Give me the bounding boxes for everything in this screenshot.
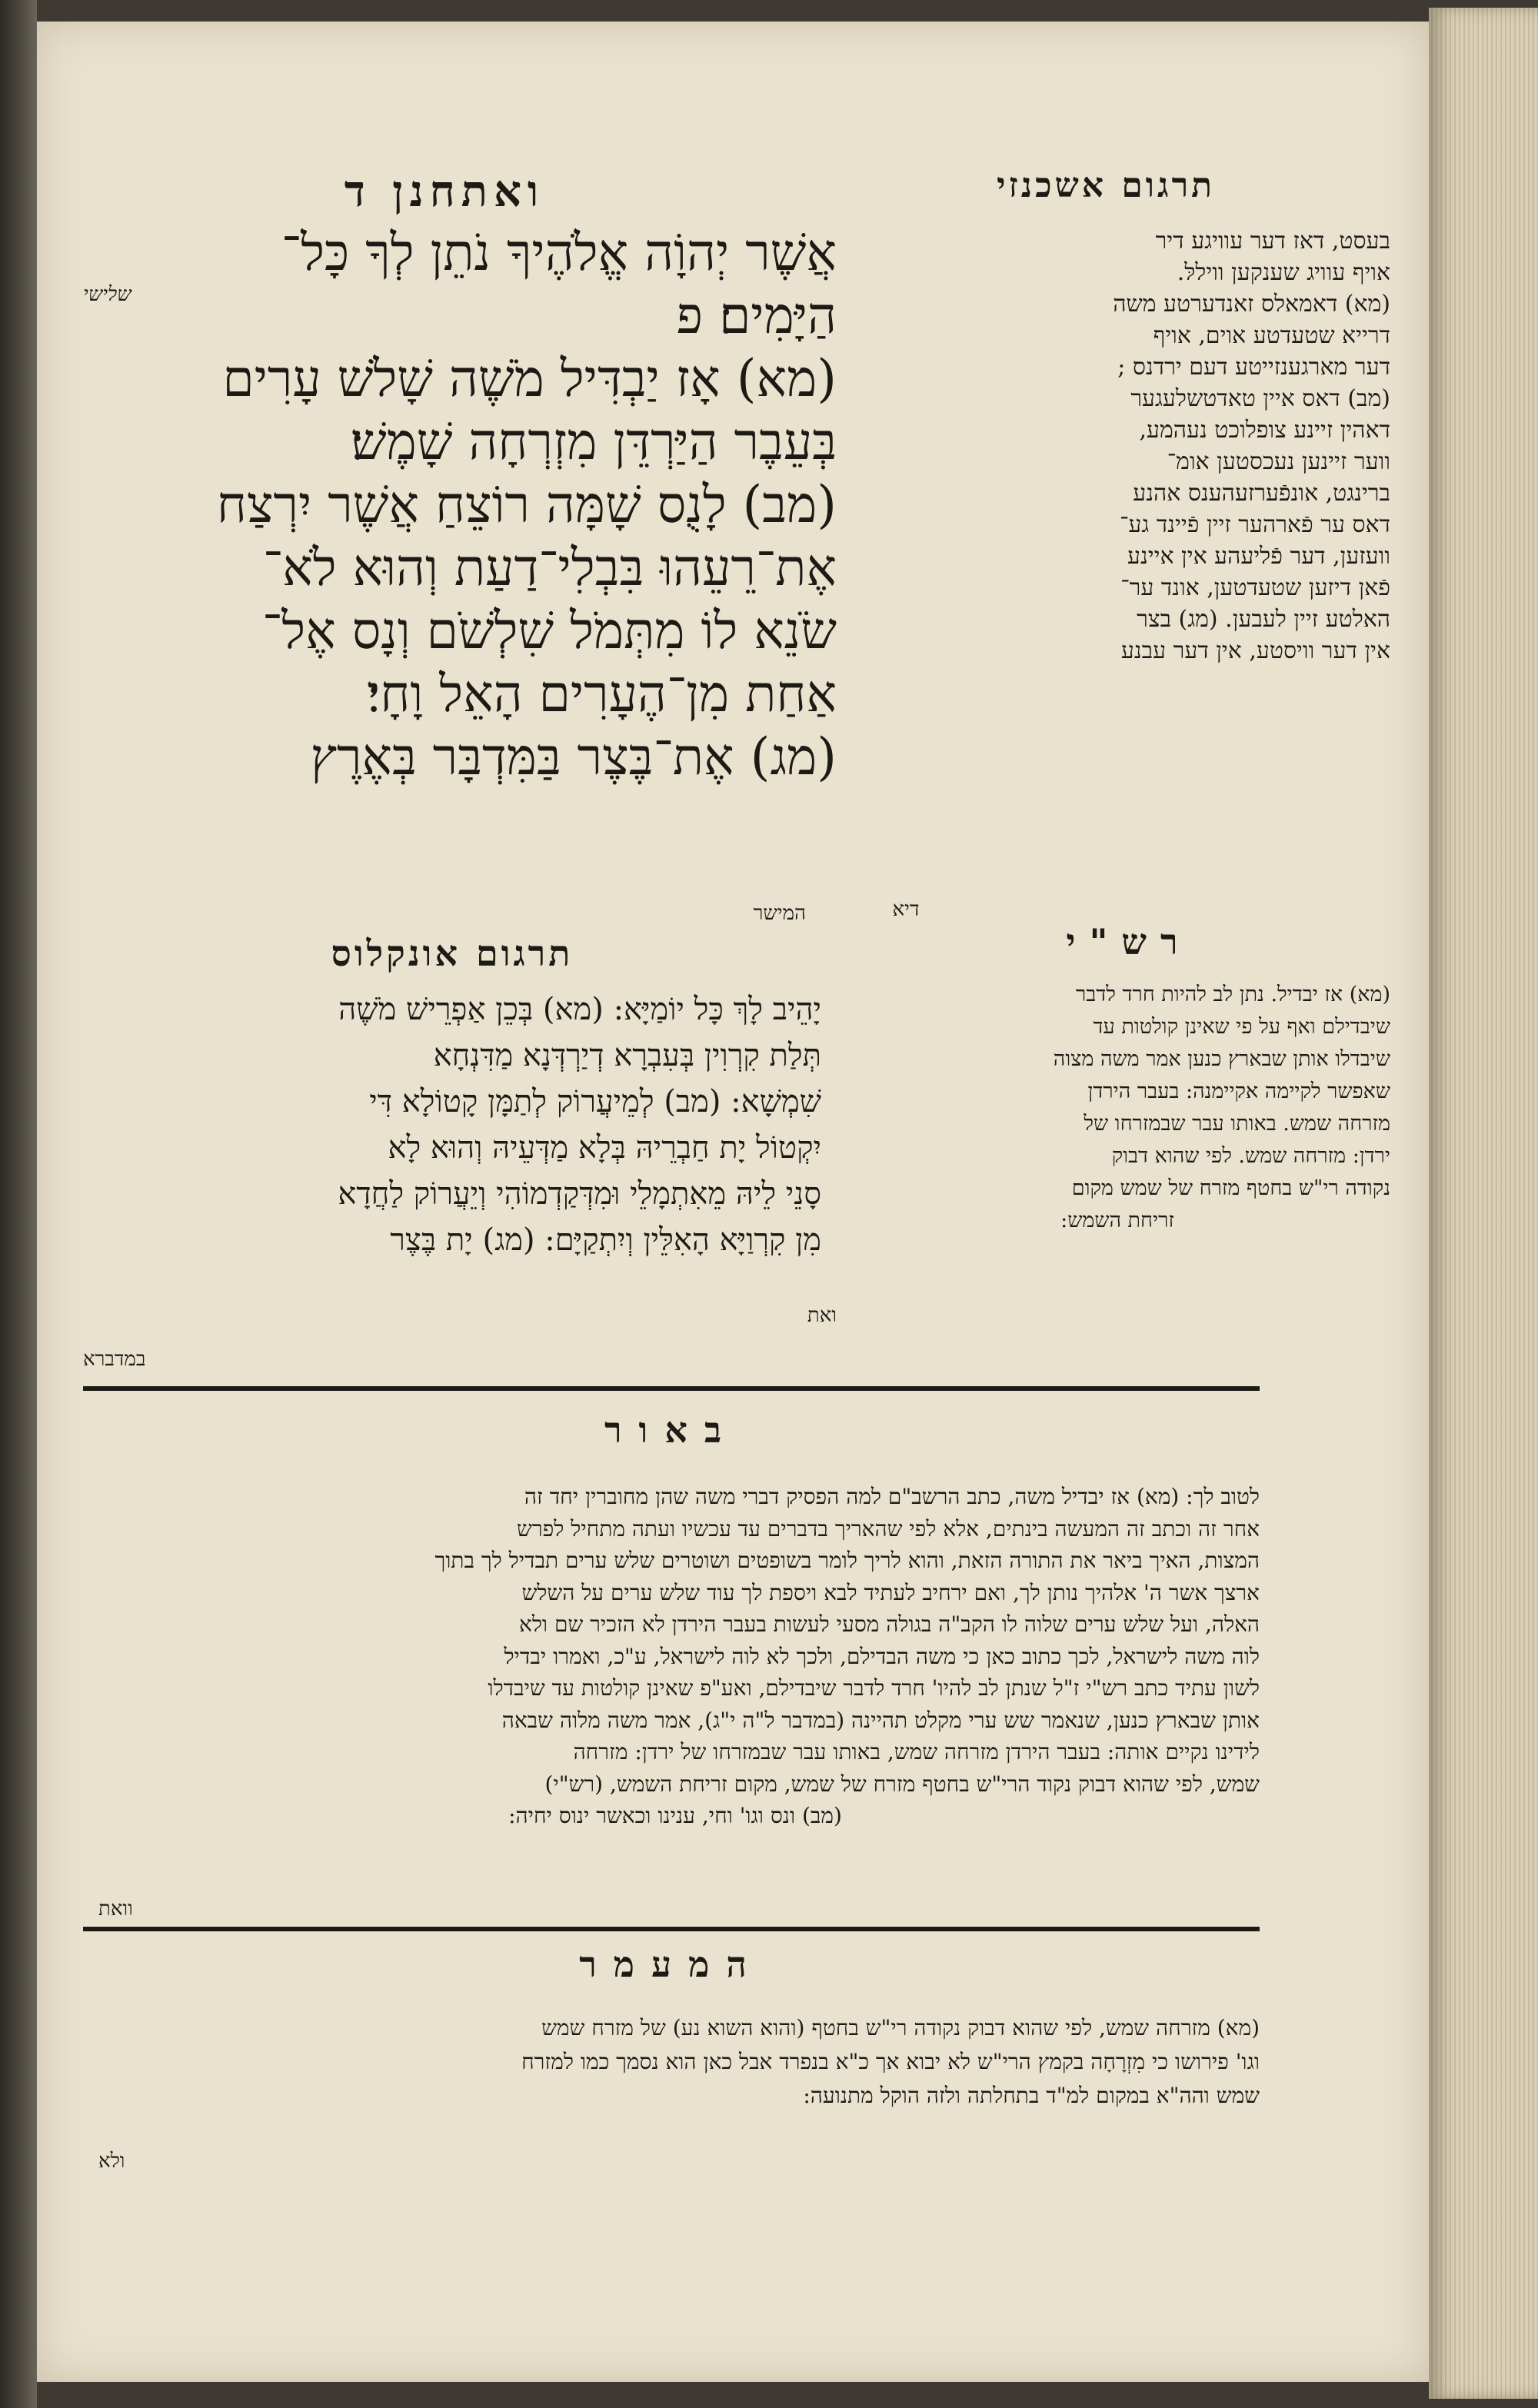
biur-line: לידינו נקיים אותה: בעבר הירדן מזרחה שמש, באותו עבר שבמזרחו של ירדן: מזרחה <box>573 1739 1260 1764</box>
onkelos-line: יָהֵיב לָךְ כָּל יוֹמַיָּא: (מא) בְּכֵן אַפְרֵישׁ מֹשֶׁה <box>338 992 821 1027</box>
torah-line: (מג) אֶת־בֶּצֶר בַּמִּדְבָּר בְּאֶרֶץ <box>310 727 837 787</box>
ashkenazi-line: פֿאן דיזען שטעדטען, אונד ער־ <box>1120 574 1390 601</box>
onkelos-catchword: במדברא <box>83 1348 146 1371</box>
onkelos-text <box>83 986 821 1263</box>
torah-line: הַיָּמִים׃ פ <box>676 286 837 345</box>
hameamer-header: המעמר <box>579 1944 764 1985</box>
book-binding <box>0 0 37 2408</box>
onkelos-line: סָנֵי לֵיהּ מֵאִתְמָלֵי וּמִדְּקַדְמוֹהִי וְיֵעֲרוֹק לַחֲדָא <box>338 1176 821 1212</box>
rashi-line: מזרחה שמש. באותו עבר שבמזרחו של <box>1084 1112 1390 1136</box>
ashkenazi-line: (מב) דאס איין טאדטשלעגער <box>1130 385 1390 412</box>
biur-line: לטוב לך: (מא) אז יבדיל משה, כתב הרשב"ם למה הפסיק דברי משה שהן מחוברין יחד זה <box>524 1484 1260 1509</box>
biur-line: אותן שבארץ כנען, שנאמר שש ערי מקלט תהיינה (במדבר ל"ה י"ג), אמר משה מלוה שבאה <box>501 1707 1260 1733</box>
biur-line: ארצך אשר ה' אלהיך נותן לך, ואם ירחיב לעתיד לבא ויספת לך עוד שלש ערים על השלש <box>521 1579 1260 1605</box>
torah-line: שֹׂנֵא לוֹ מִתְּמֹל שִׁלְשֹׁם וְנָס אֶל־ <box>262 601 837 660</box>
ashkenazi-text <box>852 225 1390 667</box>
ashkenazi-line: בעסט, דאז דער עוויגע דיר <box>1155 228 1390 254</box>
onkelos-line: שִׁמְשָׁא: (מב) לְמֵיעֲרוֹק לְתַמָּן קָטוֹלָא דִּי <box>369 1084 821 1119</box>
targum-ashkenazi-header: תרגום אשכנזי <box>996 166 1216 205</box>
section-divider <box>83 1927 1260 1931</box>
biur-line: לשון עתיד כתב רש"י ז"ל שנתן לב להיו' חרד לדבר שיבדילם, ואע"פ שאינן קולטות עד שיבדלו <box>488 1675 1260 1701</box>
rashi-catchword: ואת <box>807 1304 837 1327</box>
ashkenazi-line: אין דער וויסטע, אין דער עבנע <box>1120 637 1390 664</box>
parsha-header: ואתחנן ד <box>344 166 545 217</box>
biur-line: האלה, ועל שלש ערים שלוה לו הקב"ה בגולה מסעי לעשות בעבר הירדן לא הזכיר שם ולא <box>519 1611 1260 1637</box>
onkelos-header: תרגום אונקלוס <box>331 933 574 974</box>
rashi-line: שאפשר לקיימה אקיימנה: בעבר הירדן <box>1087 1079 1390 1103</box>
biur-line: אחר זה וכתב זה המעשה בינתים, אלא לפי שהאריך בדברים עד עכשיו ועתה מתחיל לפרש <box>517 1515 1260 1542</box>
rashi-header: רש"י <box>1066 921 1192 963</box>
biur-line: לוה משה לישראל, לכך כתוב כאן כי משה הבדילם, ולכך לא לוה לישראל, ע"כ, ואמרו יבדיל <box>504 1643 1260 1669</box>
torah-line: אַחַת מִן־הֶעָרִים הָאֵל וָחָי׃ <box>367 664 837 723</box>
ashkenazi-line: ווער זיינען נעכסטען אומ־ <box>1167 448 1390 475</box>
torah-line: אֶת־רֵעֵהוּ בִּבְלִי־דַעַת וְהוּא לֹא־ <box>262 538 837 597</box>
hameamer-line: וגו' פירושו כי מִזְרָחָה בקמץ הרי"ש לא יבוא אך כ"א בנפרד אבל כאן הוא נסמך כמו למזרח <box>521 2049 1260 2074</box>
ashkenazi-line: דאס ער פֿארהער זיין פֿיינד גע־ <box>1119 511 1390 538</box>
ashkenazi-line: האלטע זיין לעבען. (מג) בצר <box>1137 606 1390 633</box>
book-page <box>37 22 1429 2382</box>
biur-header: באור <box>604 1409 739 1451</box>
biur-line: (מב) ונס וגו' וחי, ענינו וכאשר ינוס יחיה: <box>508 1803 842 1828</box>
ashkenazi-line: דרייא שטעדטע אוים, אויף <box>1153 322 1390 349</box>
rashi-line: ירדן: מזרחה שמש. לפי שהוא דבוק <box>1111 1144 1390 1168</box>
biur-line: המצות, האיך ביאר את התורה הזאת, והוא לריך לומר בשופטים ושוטרים שלש ערים תבדיל לך בתוך <box>434 1548 1260 1573</box>
biur-catchword: וואת <box>98 1897 133 1921</box>
torah-line: אֲשֶׁר יְהוָֹה אֱלֹהֶיךָ נֹתֵן לְךָ כָּל־ <box>281 223 837 282</box>
rashi-line: שיבדלו אותן שבארץ כנען אמר משה מצוה <box>1053 1047 1390 1071</box>
ashkenazi-line: ברינגט, אונפֿערזעהענס אהנע <box>1133 480 1390 507</box>
section-divider <box>83 1386 1260 1391</box>
ashkenazi-line: דער מארגענזייטע דעם ירדנס ; <box>1117 354 1390 381</box>
rashi-line: (מא) אז יבדיל. נתן לב להיות חרד לדבר <box>1076 983 1390 1006</box>
ashkenazi-catchword: דיא <box>892 898 920 921</box>
onkelos-line: מִן קִרְוַיָּא הָאִלֵּין וְיִתְקַיָּם: (מג) יָת בֶּצֶר <box>390 1222 821 1258</box>
onkelos-line: יִקְטוֹל יָת חַבְרֵיהּ בְּלָא מַדְּעֵיהּ וְהוּא לָא <box>388 1130 821 1166</box>
torah-text <box>83 221 837 789</box>
torah-line: (מא) אָז יַבְדִּיל מֹשֶׁה שָׁלֹשׁ עָרִים <box>222 349 837 408</box>
hameamer-catchword: ולא <box>98 2150 125 2173</box>
rashi-line: נקודה רי"ש בחטף מזרח של שמש מקום <box>1071 1176 1390 1200</box>
biur-text <box>91 1481 1260 1832</box>
ashkenazi-line: (מא) דאמאלס זאנדערטע משה <box>1113 291 1390 318</box>
onkelos-line: תְּלַת קִרְוִין בְּעִבְרָא דְיַרְדְּנָא מַדִּנְחָא <box>433 1038 821 1073</box>
rashi-line: שיבדילם ואף על פי שאינן קולטות עד <box>1093 1015 1390 1039</box>
torah-line: (מב) לָנֻס שָׁמָּה רוֹצֵחַ אֲשֶׁר יִרְצַח <box>216 475 837 534</box>
hameamer-line: שמש והה"א במקום למ"ד בתחלתה ולזה הוקל מתנועה: <box>803 2083 1260 2108</box>
hameamer-line: (מא) מזרחה שמש, לפי שהוא דבוק נקודה רי"ש בחטף (והוא השוא נע) של מזרח שמש <box>541 2015 1260 2040</box>
aliyah-marker: שלישי <box>83 283 131 306</box>
onkelos-top-catchword: המישר <box>753 902 806 925</box>
rashi-text <box>844 979 1390 1237</box>
ashkenazi-line: אויף עוויג שענקען וויללּ. <box>1177 259 1390 286</box>
rashi-line: זריחת השמש: <box>1060 1209 1174 1232</box>
biur-line: שמש, לפי שהוא דבוק נקוד הרי"ש בחטף מזרח של שמש, מקום זריחת השמש, (רש"י) <box>544 1771 1260 1797</box>
hameamer-text <box>91 2011 1260 2113</box>
ashkenazi-line: וועזען, דער פֿליעהע אין איינע <box>1127 543 1390 570</box>
torah-line: בְּעֵבֶר הַיַּרְדֵּן מִזְרְחָה שָׁמֶשׁ׃ <box>350 412 837 471</box>
page-edges <box>1429 8 1538 2399</box>
ashkenazi-line: דאהין זיינע צופלוכט נעהמע, <box>1139 417 1390 444</box>
